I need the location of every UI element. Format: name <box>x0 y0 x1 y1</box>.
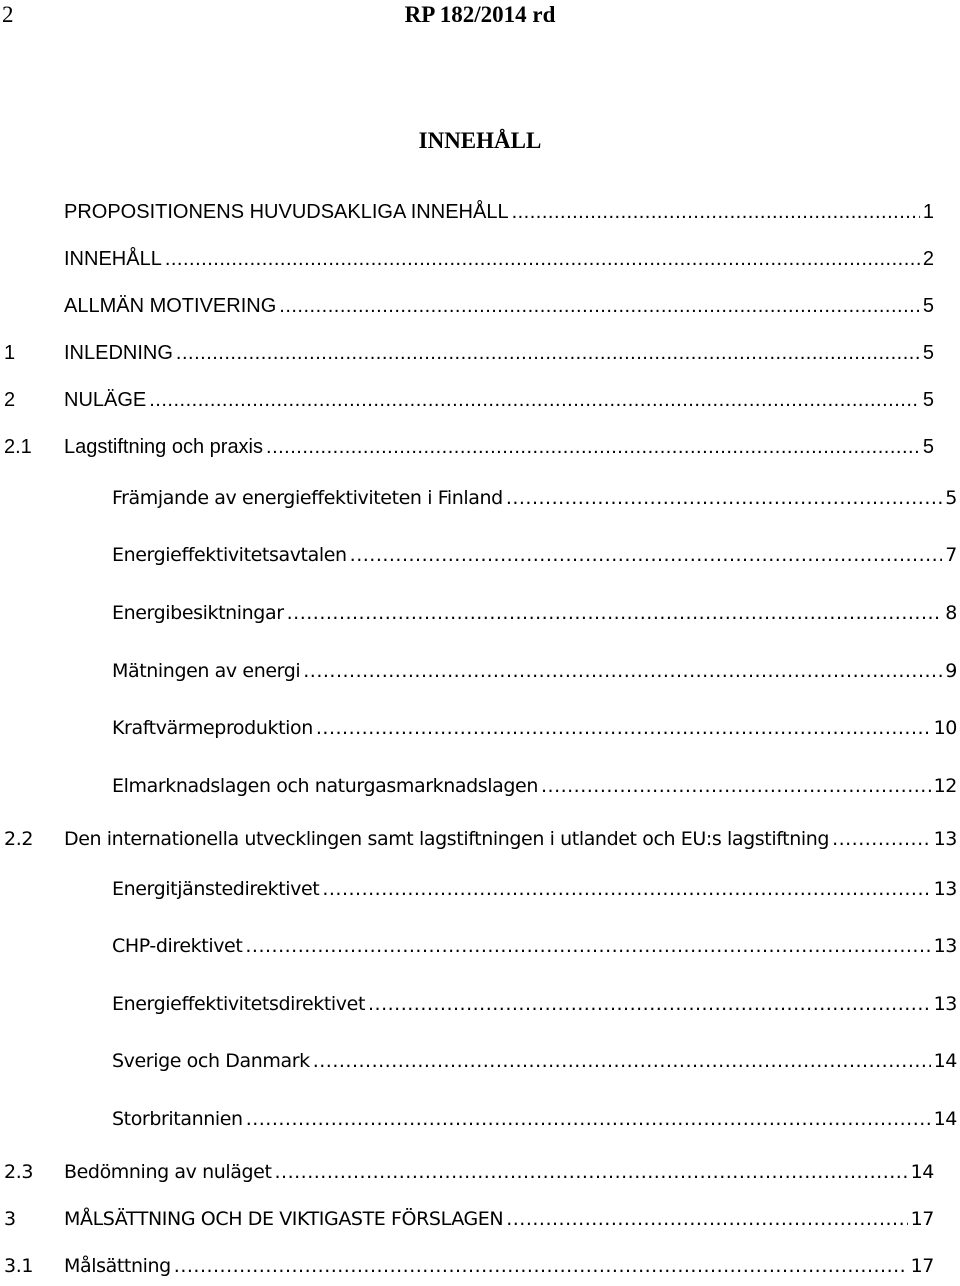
toc-leader-dots <box>165 248 920 271</box>
toc-entry-page: 7 <box>945 544 957 566</box>
toc-entry-page: 5 <box>922 342 934 364</box>
toc-leader-dots <box>246 1108 931 1130</box>
toc-entry-label: Storbritannien <box>112 1108 243 1130</box>
toc-entry[interactable] <box>112 1108 957 1138</box>
toc-entry[interactable] <box>112 935 957 965</box>
toc-entry-page: 9 <box>945 660 957 682</box>
toc-entry-page: 12 <box>933 775 957 797</box>
toc-entry-label: ALLMÄN MOTIVERING <box>64 295 277 317</box>
toc-entry[interactable] <box>112 544 957 574</box>
toc-entry[interactable] <box>112 775 957 805</box>
toc-entry-page: 5 <box>945 487 957 509</box>
toc-entry[interactable] <box>112 878 957 908</box>
toc-entry-label: Sverige och Danmark <box>112 1050 310 1072</box>
toc-entry-label: Energieffektivitetsavtalen <box>112 544 347 566</box>
toc-entry-label: Energieffektivitetsdirektivet <box>112 993 365 1015</box>
toc-entry-page: 13 <box>933 828 957 850</box>
toc-leader-dots <box>287 602 943 624</box>
toc-entry-page: 2 <box>922 248 934 270</box>
toc-entry-number: 2.1 <box>4 436 32 458</box>
document-reference: RP 182/2014 rd <box>404 2 556 27</box>
toc-entry-label: Kraftvärmeproduktion <box>112 717 313 739</box>
toc-leader-dots <box>176 342 920 365</box>
toc-entry-label: Den internationella utvecklingen samt lagstiftningen i utlandet och EU:s lagstiftning <box>64 828 830 850</box>
toc-entry-label: Målsättning <box>64 1255 171 1277</box>
toc-entry-page: 10 <box>933 717 957 739</box>
toc-entry-page: 13 <box>933 993 957 1015</box>
toc-entry-page: 17 <box>910 1255 934 1277</box>
toc-entry-label: MÅLSÄTTNING OCH DE VIKTIGASTE FÖRSLAGEN <box>64 1208 504 1230</box>
toc-entry-page: 1 <box>922 201 934 223</box>
toc-entry-label: PROPOSITIONENS HUVUDSAKLIGA INNEHÅLL <box>64 201 509 223</box>
toc-leader-dots <box>245 935 930 957</box>
toc-leader-dots <box>266 436 920 459</box>
toc-leader-dots <box>275 1161 908 1183</box>
toc-entry[interactable] <box>112 660 957 690</box>
toc-entry-label: Lagstiftning och praxis <box>64 436 264 458</box>
toc-leader-dots <box>174 1255 908 1277</box>
toc-entry-label: Elmarknadslagen och naturgasmarknadslagen <box>112 775 538 797</box>
toc-leader-dots <box>303 660 942 682</box>
toc-entry-page: 5 <box>922 389 934 411</box>
toc-entry-label: Bedömning av nuläget <box>64 1161 272 1183</box>
toc-entry-page: 14 <box>933 1050 957 1072</box>
toc-entry[interactable] <box>4 342 934 372</box>
toc-leader-dots <box>512 201 920 224</box>
toc-entry[interactable] <box>112 487 957 517</box>
toc-entry[interactable] <box>112 602 957 632</box>
toc-entry-page: 5 <box>922 295 934 317</box>
toc-entry[interactable] <box>4 1161 934 1191</box>
toc-entry-number: 2.2 <box>4 828 34 850</box>
toc-entry-label: Energibesiktningar <box>112 602 284 624</box>
toc-entry[interactable] <box>4 1208 934 1238</box>
toc-entry-label: NULÄGE <box>64 389 147 411</box>
toc-leader-dots <box>279 295 920 318</box>
toc-leader-dots <box>316 717 931 739</box>
toc-entry-label: Främjande av energieffektiviteten i Finland <box>112 487 503 509</box>
toc-entry[interactable] <box>4 201 934 231</box>
toc-leader-dots <box>506 487 942 509</box>
toc-leader-dots <box>368 993 931 1015</box>
toc-entry[interactable] <box>4 436 934 466</box>
toc-entry-page: 14 <box>910 1161 934 1183</box>
page-number: 2 <box>2 2 14 27</box>
toc-leader-dots <box>149 389 920 412</box>
toc-entry-number: 2 <box>4 389 16 411</box>
toc-entry-label: Energitjänstedirektivet <box>112 878 320 900</box>
toc-leader-dots <box>350 544 943 566</box>
toc-leader-dots <box>322 878 930 900</box>
toc-leader-dots <box>832 828 931 850</box>
toc-leader-dots <box>541 775 931 797</box>
toc-entry[interactable] <box>112 717 957 747</box>
toc-entry[interactable] <box>4 389 934 419</box>
toc-entry[interactable] <box>4 295 934 325</box>
toc-entry-number: 1 <box>4 342 16 364</box>
toc-entry-page: 13 <box>933 935 957 957</box>
toc-leader-dots <box>313 1050 931 1072</box>
toc-entry-label: CHP-direktivet <box>112 935 243 957</box>
toc-entry-number: 3.1 <box>4 1255 34 1277</box>
toc-entry-page: 13 <box>933 878 957 900</box>
toc-entry-label: Mätningen av energi <box>112 660 301 682</box>
toc-entry[interactable] <box>112 993 957 1023</box>
toc-entry[interactable] <box>4 828 957 858</box>
toc-entry-label: INLEDNING <box>64 342 173 364</box>
toc-title: INNEHÅLL <box>418 128 542 153</box>
toc-entry-page: 14 <box>933 1108 957 1130</box>
toc-entry-label: INNEHÅLL <box>64 248 162 270</box>
toc-leader-dots <box>506 1208 907 1230</box>
toc-entry-page: 5 <box>922 436 934 458</box>
toc-entry-number: 3 <box>4 1208 16 1230</box>
toc-entry-page: 17 <box>910 1208 934 1230</box>
toc-entry[interactable] <box>4 1255 934 1285</box>
toc-entry[interactable] <box>112 1050 957 1080</box>
toc-entry-number: 2.3 <box>4 1161 34 1183</box>
toc-entry[interactable] <box>4 248 934 278</box>
toc-entry-page: 8 <box>945 602 957 624</box>
